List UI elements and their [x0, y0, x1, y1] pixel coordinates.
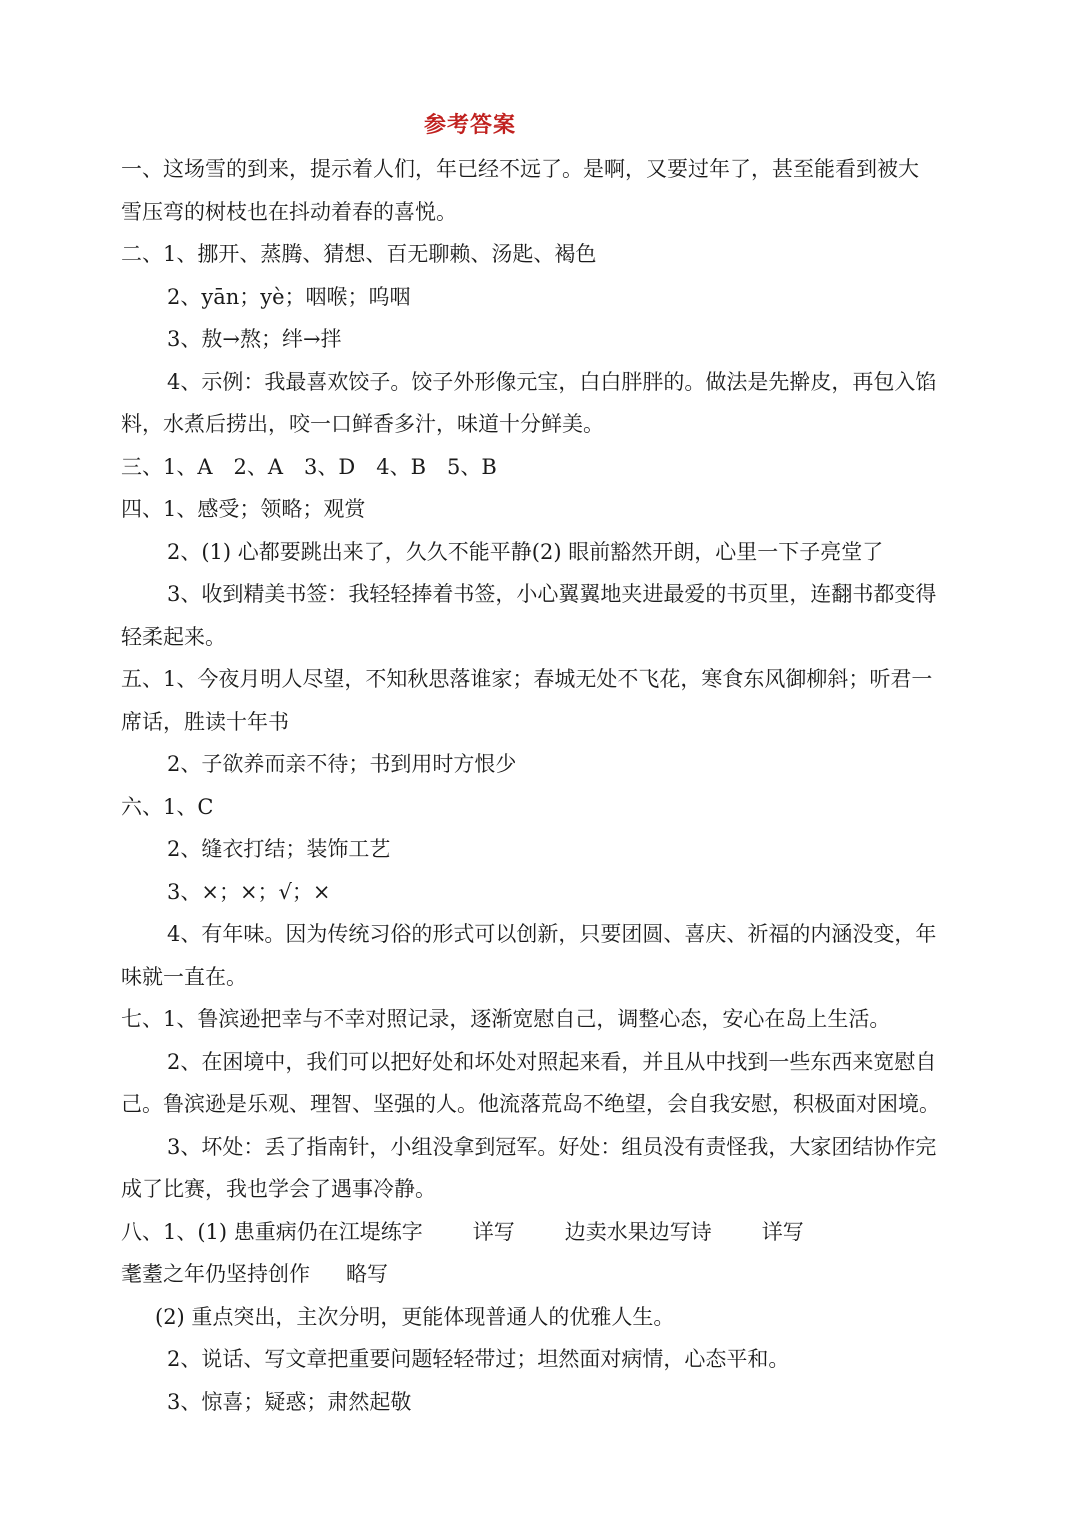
- answer-line: 2、(1) 心都要跳出来了，久久不能平静(2) 眼前豁然开朗，心里一下子亮堂了: [167, 539, 884, 564]
- page-title: 参考答案: [423, 112, 516, 138]
- answer-line: 料，水煮后捞出，咬一口鲜香多汁，味道十分鲜美。: [121, 412, 604, 436]
- answer-line: 己。鲁滨逊是乐观、理智、坚强的人。他流落荒岛不绝望，会自我安慰，积极面对困境。: [121, 1092, 940, 1116]
- answer-line: 3、收到精美书签：我轻轻捧着书签，小心翼翼地夹进最爱的书页里，连翻书都变得: [167, 582, 937, 606]
- answer-segment: 略写: [346, 1262, 388, 1286]
- answer-line: [121, 1211, 961, 1254]
- answer-line: 3、敖→熬；绊→拌: [167, 327, 342, 351]
- answer-line: 二、1、挪开、蒸腾、猜想、百无聊赖、汤匙、褐色: [121, 242, 597, 266]
- answer-line: 4、有年味。因为传统习俗的形式可以创新，只要团圆、喜庆、祈福的内涵没变，年: [167, 922, 937, 946]
- answer-segment: 详写: [472, 1219, 515, 1244]
- answer-segment: 耄耋之年仍坚持创作: [121, 1262, 310, 1286]
- answer-line: 3、×；×；√；×: [167, 879, 331, 904]
- answer-line: 雪压弯的树枝也在抖动着春的喜悦。: [121, 199, 457, 224]
- answer-line: 2、说话、写文章把重要问题轻轻带过；坦然面对病情，心态平和。: [167, 1347, 790, 1371]
- answer-line: 3、坏处：丢了指南针，小组没拿到冠军。好处：组员没有责怪我，大家团结协作完: [167, 1134, 937, 1159]
- answer-line: 4、示例：我最喜欢饺子。饺子外形像元宝，白白胖胖的。做法是先擀皮，再包入馅: [167, 369, 937, 394]
- answer-line: 成了比赛，我也学会了遇事冷静。: [121, 1177, 436, 1201]
- answer-line: 2、子欲养而亲不待；书到用时方恨少: [167, 752, 517, 776]
- answer-line: 五、1、今夜月明人尽望，不知秋思落谁家；春城无处不飞花，寒食东风御柳斜；听君一: [121, 667, 933, 691]
- answer-segment: 详写: [761, 1219, 804, 1244]
- answer-line: 2、缝衣打结；装饰工艺: [167, 837, 391, 861]
- answer-segment: 边卖水果边写诗: [564, 1219, 712, 1244]
- answer-line: 席话，胜读十年书: [121, 709, 289, 734]
- answer-line: [121, 1253, 961, 1296]
- answer-line: 七、1、鲁滨逊把幸与不幸对照记录，逐渐宽慰自己，调整心态，安心在岛上生活。: [121, 1007, 891, 1031]
- answer-line: 三、1、A 2、A 3、D 4、B 5、B: [121, 454, 497, 479]
- answer-line: (2) 重点突出，主次分明，更能体现普通人的优雅人生。: [155, 1304, 675, 1329]
- answer-content: [121, 148, 961, 1423]
- answer-line: 3、惊喜；疑惑；肃然起敬: [167, 1389, 412, 1414]
- answer-segment: 八、1、(1) 患重病仍在江堤练字: [121, 1219, 423, 1244]
- answer-line: 2、yān；yè；咽喉；呜咽: [167, 284, 411, 309]
- answer-line: 一、这场雪的到来，提示着人们，年已经不远了。是啊，又要过年了，甚至能看到被大: [121, 157, 919, 181]
- answer-line: 味就一直在。: [121, 964, 247, 989]
- answer-line: 六、1、C: [121, 794, 214, 819]
- answer-line: 轻柔起来。: [121, 624, 226, 649]
- answer-line: 2、在困境中，我们可以把好处和坏处对照起来看，并且从中找到一些东西来宽慰自: [167, 1049, 937, 1074]
- answer-line: 四、1、感受；领略；观赏: [121, 497, 366, 521]
